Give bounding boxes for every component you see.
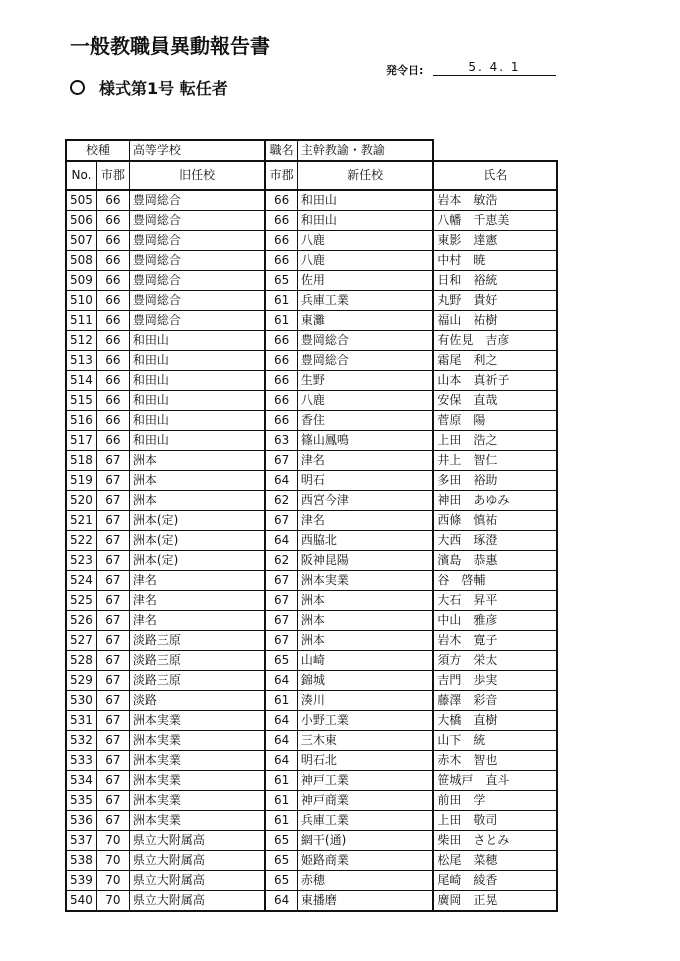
row-new-school: 明石	[297, 471, 433, 491]
table-row	[66, 371, 557, 391]
row-new-district: 66	[265, 391, 297, 411]
row-old-district: 67	[96, 791, 129, 811]
row-new-school: 兵庫工業	[297, 811, 433, 831]
row-old-school: 淡路	[129, 691, 265, 711]
row-old-district: 67	[96, 611, 129, 631]
row-old-school: 洲本実業	[129, 731, 265, 751]
table-row	[66, 451, 557, 471]
row-old-district: 67	[96, 771, 129, 791]
row-new-school: 佐用	[297, 271, 433, 291]
header-old-district: 市郡	[96, 161, 129, 190]
table-row	[66, 311, 557, 331]
row-old-school: 和田山	[129, 371, 265, 391]
row-old-school: 和田山	[129, 411, 265, 431]
row-new-school: 阪神昆陽	[297, 551, 433, 571]
row-old-school: 津名	[129, 611, 265, 631]
row-old-district: 67	[96, 491, 129, 511]
row-new-district: 67	[265, 611, 297, 631]
row-new-district: 61	[265, 291, 297, 311]
table-row	[66, 391, 557, 411]
table-row	[66, 471, 557, 491]
document-title: 一般教職員異動報告書	[70, 34, 270, 58]
row-no: 536	[66, 811, 96, 831]
row-no: 505	[66, 190, 96, 211]
row-old-district: 66	[96, 391, 129, 411]
row-old-school: 津名	[129, 571, 265, 591]
row-name: 上田 浩之	[433, 431, 557, 451]
row-old-school: 洲本実業	[129, 791, 265, 811]
row-old-district: 67	[96, 731, 129, 751]
row-new-school: 和田山	[297, 211, 433, 231]
table-row	[66, 731, 557, 751]
row-name: 大石 昇平	[433, 591, 557, 611]
row-new-school: 山崎	[297, 651, 433, 671]
row-new-district: 67	[265, 591, 297, 611]
row-old-district: 66	[96, 311, 129, 331]
row-old-school: 洲本実業	[129, 751, 265, 771]
table-row	[66, 271, 557, 291]
header-row	[66, 161, 557, 190]
row-new-district: 64	[265, 731, 297, 751]
row-name: 中村 暁	[433, 251, 557, 271]
row-new-district: 64	[265, 891, 297, 912]
row-new-school: 姫路商業	[297, 851, 433, 871]
row-no: 507	[66, 231, 96, 251]
table-row	[66, 591, 557, 611]
row-no: 519	[66, 471, 96, 491]
row-name: 多田 裕助	[433, 471, 557, 491]
row-no: 537	[66, 831, 96, 851]
row-old-district: 67	[96, 471, 129, 491]
row-name: 松尾 菜穂	[433, 851, 557, 871]
meta-row	[66, 140, 557, 161]
row-old-district: 67	[96, 571, 129, 591]
row-name: 柴田 さとみ	[433, 831, 557, 851]
row-old-district: 67	[96, 751, 129, 771]
row-old-school: 県立大附属高	[129, 851, 265, 871]
row-no: 528	[66, 651, 96, 671]
table-row	[66, 851, 557, 871]
row-new-school: 津名	[297, 511, 433, 531]
row-old-school: 津名	[129, 591, 265, 611]
row-new-school: 洲本	[297, 631, 433, 651]
row-old-school: 淡路三原	[129, 651, 265, 671]
row-name: 岩木 寛子	[433, 631, 557, 651]
row-no: 540	[66, 891, 96, 912]
row-old-district: 66	[96, 351, 129, 371]
row-new-district: 65	[265, 831, 297, 851]
row-no: 509	[66, 271, 96, 291]
table-row	[66, 351, 557, 371]
row-name: 上田 敬司	[433, 811, 557, 831]
row-old-school: 洲本実業	[129, 771, 265, 791]
header-no: No.	[66, 161, 96, 190]
row-new-school: 洲本	[297, 591, 433, 611]
row-new-district: 64	[265, 671, 297, 691]
date-label: 発令日:	[386, 64, 424, 77]
table-row	[66, 411, 557, 431]
row-no: 526	[66, 611, 96, 631]
row-old-school: 豊岡総合	[129, 231, 265, 251]
table-row	[66, 551, 557, 571]
row-no: 521	[66, 511, 96, 531]
header-new-school: 新任校	[297, 161, 433, 190]
row-name: 井上 智仁	[433, 451, 557, 471]
row-no: 539	[66, 871, 96, 891]
row-new-school: 豊岡総合	[297, 351, 433, 371]
table-row	[66, 491, 557, 511]
row-no: 522	[66, 531, 96, 551]
row-old-district: 70	[96, 831, 129, 851]
row-old-district: 66	[96, 371, 129, 391]
table-row	[66, 511, 557, 531]
row-new-district: 65	[265, 271, 297, 291]
table-row	[66, 631, 557, 651]
row-new-district: 63	[265, 431, 297, 451]
school-type-label: 校種	[66, 140, 129, 161]
row-new-district: 64	[265, 471, 297, 491]
table-row	[66, 771, 557, 791]
row-name: 前田 学	[433, 791, 557, 811]
row-no: 511	[66, 311, 96, 331]
row-new-school: 神戸工業	[297, 771, 433, 791]
row-old-school: 豊岡総合	[129, 211, 265, 231]
table-row	[66, 431, 557, 451]
row-old-school: 洲本実業	[129, 811, 265, 831]
row-name: 丸野 貴好	[433, 291, 557, 311]
row-name: 有佐見 吉彦	[433, 331, 557, 351]
row-old-district: 67	[96, 691, 129, 711]
row-new-district: 64	[265, 711, 297, 731]
row-new-school: 東灘	[297, 311, 433, 331]
row-old-district: 67	[96, 511, 129, 531]
row-old-district: 66	[96, 251, 129, 271]
row-old-school: 洲本	[129, 491, 265, 511]
row-new-school: 三木東	[297, 731, 433, 751]
row-new-district: 67	[265, 511, 297, 531]
row-old-school: 県立大附属高	[129, 891, 265, 912]
row-new-district: 66	[265, 251, 297, 271]
row-old-school: 淡路三原	[129, 631, 265, 651]
row-old-school: 洲本	[129, 471, 265, 491]
table-row	[66, 190, 557, 211]
row-name: 西條 慎祐	[433, 511, 557, 531]
row-name: 安保 直哉	[433, 391, 557, 411]
row-new-district: 66	[265, 351, 297, 371]
row-old-district: 66	[96, 431, 129, 451]
row-name: 濱島 恭惠	[433, 551, 557, 571]
row-name: 東影 達憲	[433, 231, 557, 251]
row-name: 福山 祐樹	[433, 311, 557, 331]
row-new-district: 66	[265, 331, 297, 351]
row-old-district: 66	[96, 271, 129, 291]
header-name: 氏名	[433, 161, 557, 190]
row-no: 533	[66, 751, 96, 771]
table-row	[66, 571, 557, 591]
row-old-district: 66	[96, 331, 129, 351]
row-new-district: 61	[265, 791, 297, 811]
table-row	[66, 291, 557, 311]
row-old-school: 豊岡総合	[129, 271, 265, 291]
row-new-school: 和田山	[297, 190, 433, 211]
circle-icon	[70, 80, 85, 95]
row-old-school: 和田山	[129, 331, 265, 351]
row-name: 菅原 陽	[433, 411, 557, 431]
row-old-school: 洲本実業	[129, 711, 265, 731]
row-new-school: 湊川	[297, 691, 433, 711]
row-new-district: 66	[265, 231, 297, 251]
row-no: 530	[66, 691, 96, 711]
row-no: 534	[66, 771, 96, 791]
row-no: 523	[66, 551, 96, 571]
row-name: 尾崎 綾香	[433, 871, 557, 891]
row-no: 520	[66, 491, 96, 511]
table-row	[66, 531, 557, 551]
table-row	[66, 791, 557, 811]
row-name: 山本 真祈子	[433, 371, 557, 391]
row-no: 525	[66, 591, 96, 611]
row-new-school: 神戸商業	[297, 791, 433, 811]
row-old-district: 67	[96, 531, 129, 551]
form-label: 様式第1号 転任者	[99, 79, 228, 98]
row-old-district: 67	[96, 651, 129, 671]
row-new-school: 生野	[297, 371, 433, 391]
row-name: 廣岡 正晃	[433, 891, 557, 912]
row-old-school: 洲本(定)	[129, 551, 265, 571]
position-label: 職名	[265, 140, 297, 161]
row-old-district: 67	[96, 631, 129, 651]
row-name: 吉門 歩実	[433, 671, 557, 691]
row-name: 日和 裕統	[433, 271, 557, 291]
row-no: 512	[66, 331, 96, 351]
row-old-school: 和田山	[129, 431, 265, 451]
row-new-school: 八鹿	[297, 251, 433, 271]
row-no: 538	[66, 851, 96, 871]
table-row	[66, 891, 557, 912]
row-new-school: 明石北	[297, 751, 433, 771]
row-old-school: 洲本	[129, 451, 265, 471]
form-line	[70, 76, 228, 99]
row-new-school: 津名	[297, 451, 433, 471]
row-new-district: 66	[265, 211, 297, 231]
transfer-table	[65, 139, 558, 912]
row-new-school: 香住	[297, 411, 433, 431]
table-row	[66, 611, 557, 631]
row-no: 527	[66, 631, 96, 651]
row-old-district: 67	[96, 451, 129, 471]
row-name: 神田 あゆみ	[433, 491, 557, 511]
row-no: 515	[66, 391, 96, 411]
row-old-school: 豊岡総合	[129, 190, 265, 211]
row-old-district: 66	[96, 231, 129, 251]
row-new-school: 兵庫工業	[297, 291, 433, 311]
meta-empty-cell	[433, 140, 557, 161]
row-new-district: 66	[265, 411, 297, 431]
row-old-school: 和田山	[129, 391, 265, 411]
date-value: 5. 4. 1	[433, 60, 556, 76]
row-old-school: 和田山	[129, 351, 265, 371]
row-name: 中山 雅彦	[433, 611, 557, 631]
row-new-school: 洲本	[297, 611, 433, 631]
table-row	[66, 671, 557, 691]
row-old-district: 67	[96, 591, 129, 611]
table-row	[66, 831, 557, 851]
row-new-school: 洲本実業	[297, 571, 433, 591]
position-value: 主幹教諭・教諭	[297, 140, 433, 161]
row-new-district: 65	[265, 851, 297, 871]
table-row	[66, 751, 557, 771]
row-name: 藤澤 彩音	[433, 691, 557, 711]
row-no: 532	[66, 731, 96, 751]
row-name: 笹城戸 直斗	[433, 771, 557, 791]
row-no: 524	[66, 571, 96, 591]
row-old-school: 豊岡総合	[129, 291, 265, 311]
row-no: 513	[66, 351, 96, 371]
row-old-district: 67	[96, 551, 129, 571]
row-old-school: 豊岡総合	[129, 251, 265, 271]
row-name: 岩本 敏浩	[433, 190, 557, 211]
row-new-school: 網干(通)	[297, 831, 433, 851]
row-new-district: 61	[265, 691, 297, 711]
row-new-district: 61	[265, 811, 297, 831]
row-new-district: 67	[265, 631, 297, 651]
row-new-school: 八鹿	[297, 391, 433, 411]
row-no: 518	[66, 451, 96, 471]
row-new-district: 66	[265, 190, 297, 211]
row-old-district: 67	[96, 811, 129, 831]
table-row	[66, 711, 557, 731]
row-new-district: 61	[265, 311, 297, 331]
row-new-district: 62	[265, 551, 297, 571]
school-type-value: 高等学校	[129, 140, 265, 161]
row-old-district: 67	[96, 671, 129, 691]
row-new-school: 東播磨	[297, 891, 433, 912]
table-row	[66, 211, 557, 231]
row-old-school: 淡路三原	[129, 671, 265, 691]
row-old-school: 県立大附属高	[129, 831, 265, 851]
row-new-school: 豊岡総合	[297, 331, 433, 351]
row-old-district: 66	[96, 211, 129, 231]
row-old-district: 66	[96, 291, 129, 311]
row-new-school: 西宮今津	[297, 491, 433, 511]
row-new-district: 61	[265, 771, 297, 791]
table-row	[66, 251, 557, 271]
row-old-school: 洲本(定)	[129, 511, 265, 531]
row-no: 531	[66, 711, 96, 731]
header-old-school: 旧任校	[129, 161, 265, 190]
table-row	[66, 871, 557, 891]
row-name: 谷 啓輔	[433, 571, 557, 591]
row-no: 516	[66, 411, 96, 431]
row-old-school: 県立大附属高	[129, 871, 265, 891]
row-old-district: 66	[96, 411, 129, 431]
row-no: 529	[66, 671, 96, 691]
row-new-school: 赤穂	[297, 871, 433, 891]
row-old-school: 洲本(定)	[129, 531, 265, 551]
row-no: 510	[66, 291, 96, 311]
table-row	[66, 231, 557, 251]
row-old-district: 67	[96, 711, 129, 731]
row-new-district: 64	[265, 751, 297, 771]
row-new-district: 67	[265, 451, 297, 471]
row-new-district: 67	[265, 571, 297, 591]
row-new-district: 66	[265, 371, 297, 391]
row-new-school: 篠山鳳鳴	[297, 431, 433, 451]
row-old-district: 70	[96, 871, 129, 891]
row-old-district: 70	[96, 851, 129, 871]
row-name: 大橋 直樹	[433, 711, 557, 731]
row-no: 514	[66, 371, 96, 391]
table-row	[66, 811, 557, 831]
table-row	[66, 691, 557, 711]
row-new-district: 65	[265, 871, 297, 891]
row-new-district: 62	[265, 491, 297, 511]
row-name: 大西 琢澄	[433, 531, 557, 551]
row-name: 須方 栄太	[433, 651, 557, 671]
row-old-district: 70	[96, 891, 129, 912]
row-old-district: 66	[96, 190, 129, 211]
table-row	[66, 331, 557, 351]
row-new-school: 八鹿	[297, 231, 433, 251]
header-new-district: 市郡	[265, 161, 297, 190]
row-old-school: 豊岡総合	[129, 311, 265, 331]
table-row	[66, 651, 557, 671]
row-no: 506	[66, 211, 96, 231]
row-new-school: 小野工業	[297, 711, 433, 731]
row-no: 517	[66, 431, 96, 451]
row-name: 赤木 智也	[433, 751, 557, 771]
row-new-district: 64	[265, 531, 297, 551]
row-new-school: 錦城	[297, 671, 433, 691]
row-no: 535	[66, 791, 96, 811]
row-new-district: 65	[265, 651, 297, 671]
row-name: 霜尾 利之	[433, 351, 557, 371]
row-new-school: 西脇北	[297, 531, 433, 551]
row-name: 山下 統	[433, 731, 557, 751]
row-name: 八幡 千恵美	[433, 211, 557, 231]
row-no: 508	[66, 251, 96, 271]
